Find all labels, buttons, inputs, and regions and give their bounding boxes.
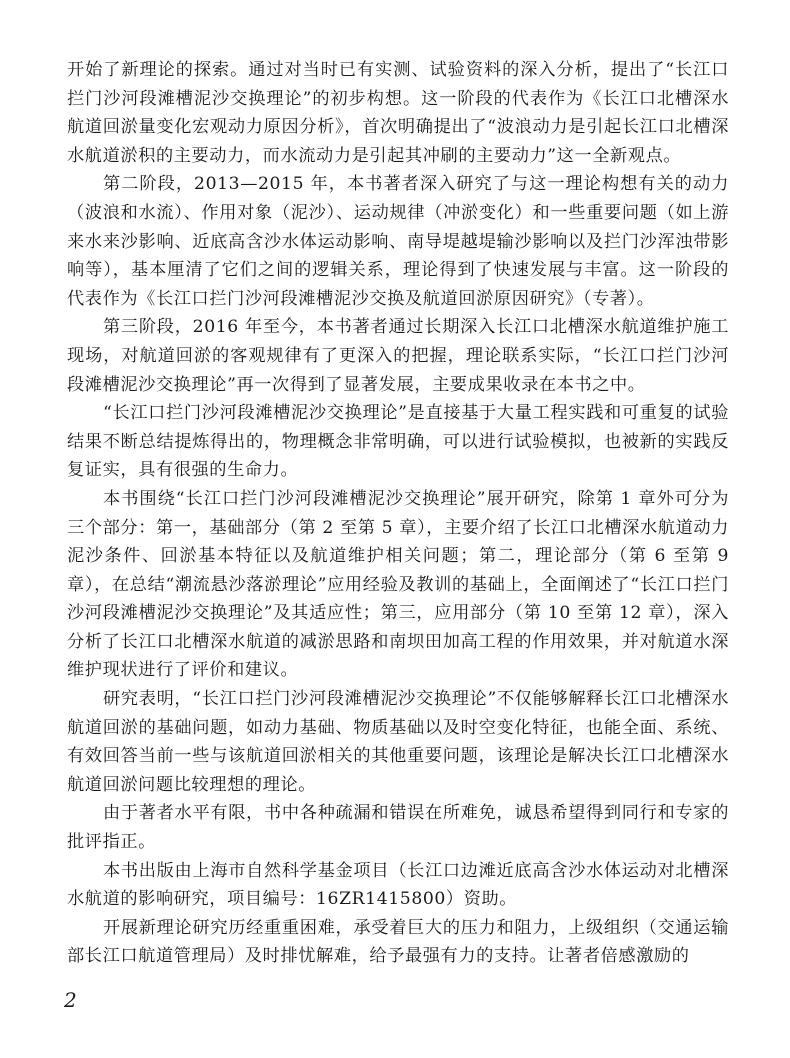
paragraph-8: 本书出版由上海市自然科学基金项目（长江口边滩近底高含沙水体运动对北槽深水航道的影响研究，项目编号：16ZR1415800）资助。 <box>67 860 729 910</box>
paragraph-9: 开展新理论研究历经重重困难，承受着巨大的压力和阻力，上级组织（交通运输部长江口航道管理局）及时排忧解难，给予最强有力的支持。让著者倍感激励的 <box>67 917 729 967</box>
paragraph-4: “长江口拦门沙河段滩槽泥沙交换理论”是直接基于大量工程实践和可重复的试验结果不断总结提炼得出的，物理概念非常明确，可以进行试验模拟，也被新的实践反复证实，具有很强的生命力。 <box>67 403 729 481</box>
paragraph-3: 第三阶段，2016 年至今，本书著者通过长期深入长江口北槽深水航道维护施工现场，对航道回淤的客观规律有了更深入的把握，理论联系实际，“长江口拦门沙河段滩槽泥沙交换理论”再一次得到了显著发展，主要成果收录在本书之中。 <box>67 317 729 395</box>
page-number: 2 <box>64 988 77 1012</box>
page-body <box>67 56 729 971</box>
paragraph-2: 第二阶段，2013—2015 年，本书著者深入研究了与这一理论构想有关的动力（波浪和水流）、作用对象（泥沙）、运动规律（冲淤变化）和一些重要问题（如上游来水来沙影响、近底高含沙水体运动影响、南导堤越堤输沙影响以及拦门沙浑浊带影响等），基本厘清了它们之间的逻辑关系，理论得到了快速发展与丰富。这一阶段的代表作为《长江口拦门沙河段滩槽泥沙交换及航道回淤原因研究》（专著）。 <box>67 174 729 309</box>
paragraph-7: 由于著者水平有限，书中各种疏漏和错误在所难免，诚恳希望得到同行和专家的批评指正。 <box>67 803 729 853</box>
paragraph-1: 开始了新理论的探索。通过对当时已有实测、试验资料的深入分析，提出了“长江口拦门沙河段滩槽泥沙交换理论”的初步构想。这一阶段的代表作为《长江口北槽深水航道回淤量变化宏观动力原因分析》，首次明确提出了“波浪动力是引起长江口北槽深水航道淤积的主要动力，而水流动力是引起其冲刷的主要动力”这一全新观点。 <box>67 60 729 166</box>
paragraph-5: 本书围绕“长江口拦门沙河段滩槽泥沙交换理论”展开研究，除第 1 章外可分为三个部分：第一，基础部分（第 2 至第 5 章），主要介绍了长江口北槽深水航道动力泥沙条件、回淤基本特征以及航道维护相关问题；第二，理论部分（第 6 至第 9 章），在总结“潮流悬沙落淤理论”应用经验及教训的基础上，全面阐述了“长江口拦门沙河段滩槽泥沙交换理论”及其适应性；第三，应用部分（第 10 至第 12 章），深入分析了长江口北槽深水航道的减淤思路和南坝田加高工程的作用效果，并对航道水深维护现状进行了评价和建议。 <box>67 488 729 681</box>
paragraph-6: 研究表明，“长江口拦门沙河段滩槽泥沙交换理论”不仅能够解释长江口北槽深水航道回淤的基础问题，如动力基础、物质基础以及时空变化特征，也能全面、系统、有效回答当前一些与该航道回淤相关的其他重要问题，该理论是解决长江口北槽深水航道回淤问题比较理想的理论。 <box>67 689 729 795</box>
